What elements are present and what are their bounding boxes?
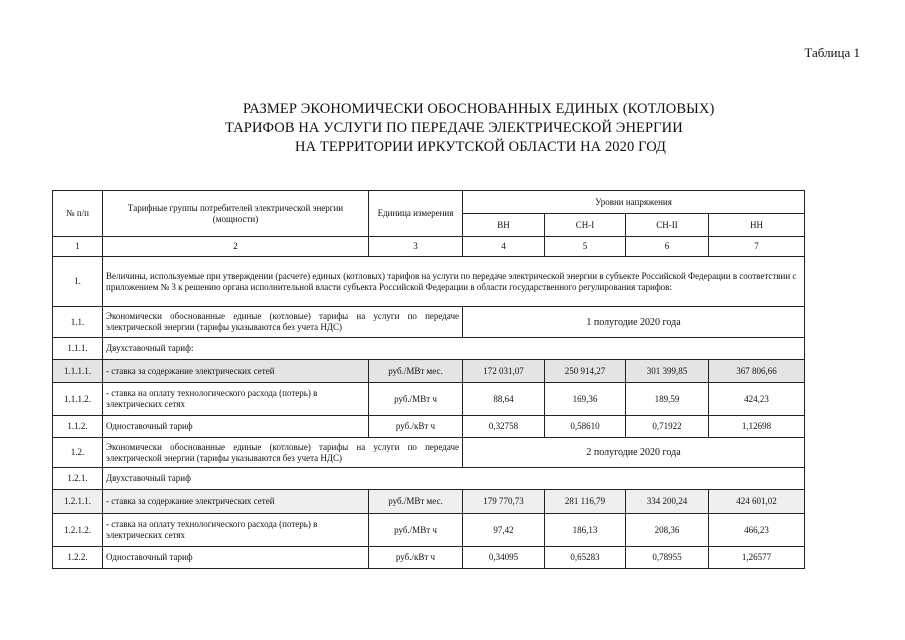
row-unit: руб./МВт мес. [369, 360, 463, 383]
section-2-two-rate-num: 1.2.1. [53, 468, 103, 490]
row-1-num: 1. [53, 257, 103, 307]
column-index: 5 [545, 237, 626, 257]
value-sn2: 0,78955 [626, 547, 709, 569]
header-sn1: СН-I [545, 214, 626, 237]
document-title [150, 100, 790, 157]
row-name: - ставка за содержание электрических сетей [103, 360, 369, 383]
title-line-3: НА ТЕРРИТОРИИ ИРКУТСКОЙ ОБЛАСТИ НА 2020 ГОД [295, 139, 667, 155]
value-sn2: 334 200,24 [626, 490, 709, 514]
tariff-table [52, 190, 805, 569]
value-nn: 424,23 [709, 383, 805, 416]
row-name: Одноставочный тариф [103, 547, 369, 569]
column-index: 7 [709, 237, 805, 257]
value-sn1: 186,13 [545, 514, 626, 547]
value-vn: 97,42 [463, 514, 545, 547]
value-sn1: 250 914,27 [545, 360, 626, 383]
value-nn: 466,23 [709, 514, 805, 547]
table-row [53, 416, 805, 438]
header-groups: Тарифные группы потребителей электрической энергии (мощности) [103, 191, 369, 237]
column-index: 6 [626, 237, 709, 257]
value-sn2: 208,36 [626, 514, 709, 547]
row-num: 1.1.1.2. [53, 383, 103, 416]
table-row [53, 360, 805, 383]
row-name: - ставка за содержание электрических сетей [103, 490, 369, 514]
row-num: 1.1.2. [53, 416, 103, 438]
section-2-num: 1.2. [53, 438, 103, 468]
table-number-label: Таблица 1 [804, 45, 860, 60]
table-row [53, 490, 805, 514]
row-unit: руб./кВт ч [369, 416, 463, 438]
section-1-two-rate-num: 1.1.1. [53, 338, 103, 360]
row-name: Одноставочный тариф [103, 416, 369, 438]
column-index: 3 [369, 237, 463, 257]
value-vn: 179 770,73 [463, 490, 545, 514]
row-num: 1.2.2. [53, 547, 103, 569]
header-unit: Единица измерения [369, 191, 463, 237]
value-sn1: 0,58610 [545, 416, 626, 438]
header-nn: НН [709, 214, 805, 237]
header-num: № п/п [53, 191, 103, 237]
column-index: 4 [463, 237, 545, 257]
value-sn2: 189,59 [626, 383, 709, 416]
section-2-text: Экономически обоснованные единые (котловые) тарифы на услуги по передаче электрической энергии (тарифы указываются без учета НДС) [103, 438, 463, 468]
table-row [53, 383, 805, 416]
header-vn: ВН [463, 214, 545, 237]
row-num: 1.1.1.1. [53, 360, 103, 383]
value-nn: 1,26577 [709, 547, 805, 569]
column-index: 2 [103, 237, 369, 257]
section-1-num: 1.1. [53, 307, 103, 338]
section-1-period: 1 полугодие 2020 года [463, 307, 805, 338]
column-index: 1 [53, 237, 103, 257]
section-1-text: Экономически обоснованные единые (котловые) тарифы на услуги по передаче электрической энергии (тарифы указываются без учета НДС) [103, 307, 463, 338]
value-vn: 172 031,07 [463, 360, 545, 383]
row-unit: руб./кВт ч [369, 547, 463, 569]
table-row [53, 514, 805, 547]
value-nn: 1,12698 [709, 416, 805, 438]
value-nn: 424 601,02 [709, 490, 805, 514]
value-sn1: 169,36 [545, 383, 626, 416]
title-line-2: ТАРИФОВ НА УСЛУГИ ПО ПЕРЕДАЧЕ ЭЛЕКТРИЧЕСКОЙ ЭНЕРГИИ [225, 120, 683, 136]
value-sn1: 0,65283 [545, 547, 626, 569]
value-sn1: 281 116,79 [545, 490, 626, 514]
row-name: - ставка на оплату технологического расхода (потерь) в электрических сетях [103, 514, 369, 547]
table-row [53, 547, 805, 569]
header-sn2: СН-II [626, 214, 709, 237]
section-2-period: 2 полугодие 2020 года [463, 438, 805, 468]
row-name: - ставка на оплату технологического расхода (потерь) в электрических сетях [103, 383, 369, 416]
row-num: 1.2.1.1. [53, 490, 103, 514]
section-1-two-rate-label: Двухставочный тариф: [103, 338, 805, 360]
title-line-1: РАЗМЕР ЭКОНОМИЧЕСКИ ОБОСНОВАННЫХ ЕДИНЫХ (КОТЛОВЫХ) [243, 101, 715, 117]
value-vn: 88,64 [463, 383, 545, 416]
row-num: 1.2.1.2. [53, 514, 103, 547]
value-vn: 0,34095 [463, 547, 545, 569]
header-voltage-levels: Уровни напряжения [463, 191, 805, 214]
value-vn: 0,32758 [463, 416, 545, 438]
value-nn: 367 806,66 [709, 360, 805, 383]
section-2-two-rate-label: Двухставочный тариф [103, 468, 805, 490]
row-unit: руб./МВт ч [369, 514, 463, 547]
row-unit: руб./МВт мес. [369, 490, 463, 514]
row-unit: руб./МВт ч [369, 383, 463, 416]
value-sn2: 301 399,85 [626, 360, 709, 383]
value-sn2: 0,71922 [626, 416, 709, 438]
row-1-text: Величины, используемые при утверждении (расчете) единых (котловых) тарифов на услуги по передаче электрической энергии в субъекте Российской Федерации в соответствии с приложением № 3 к решению органа исполнительной власти субъекта Российской Федерации в области государственного регулирования тарифов: [103, 257, 805, 307]
